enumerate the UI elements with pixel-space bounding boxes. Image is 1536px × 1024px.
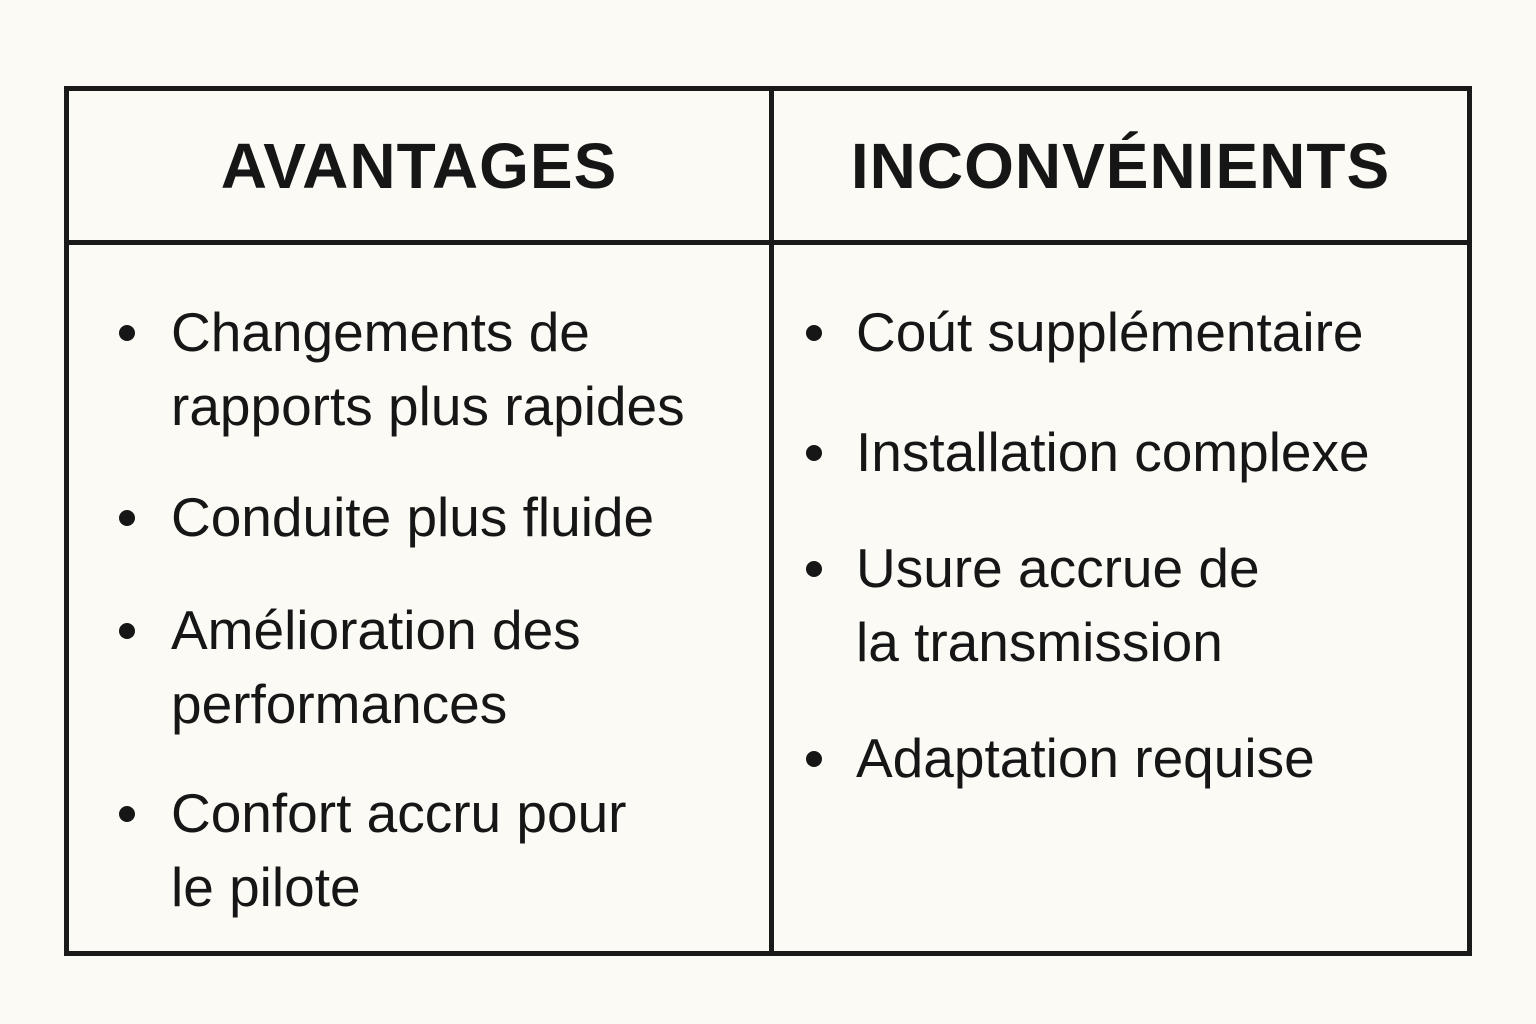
item-line: le pilote bbox=[171, 856, 361, 918]
item-line: Conduite plus fluide bbox=[171, 486, 655, 548]
disadvantages-header: INCONVÉNIENTS bbox=[850, 129, 1391, 202]
bullet-icon bbox=[806, 445, 822, 461]
item-line: Changements de bbox=[171, 301, 590, 363]
pros-cons-table bbox=[64, 86, 1472, 956]
bullet-icon bbox=[806, 325, 822, 341]
header-divider bbox=[69, 240, 1467, 245]
item-line: Adaptation requise bbox=[856, 727, 1315, 789]
bullet-icon bbox=[119, 623, 135, 639]
bullet-icon bbox=[119, 510, 135, 526]
item-line: Amélioration des bbox=[171, 599, 581, 661]
item-line: Usure accrue de bbox=[856, 537, 1260, 599]
bullet-icon bbox=[806, 561, 822, 577]
advantages-header: AVANTAGES bbox=[220, 129, 618, 202]
bullet-icon bbox=[119, 806, 135, 822]
bullet-icon bbox=[119, 325, 135, 341]
item-line: rapports plus rapides bbox=[171, 375, 685, 437]
item-line: Confort accru pour bbox=[171, 782, 627, 844]
item-line: Coút supplémentaire bbox=[856, 301, 1364, 363]
bullet-icon bbox=[806, 751, 822, 767]
item-line: Installation complexe bbox=[856, 421, 1370, 483]
item-line: la transmission bbox=[856, 611, 1223, 673]
item-line: performances bbox=[171, 673, 508, 735]
